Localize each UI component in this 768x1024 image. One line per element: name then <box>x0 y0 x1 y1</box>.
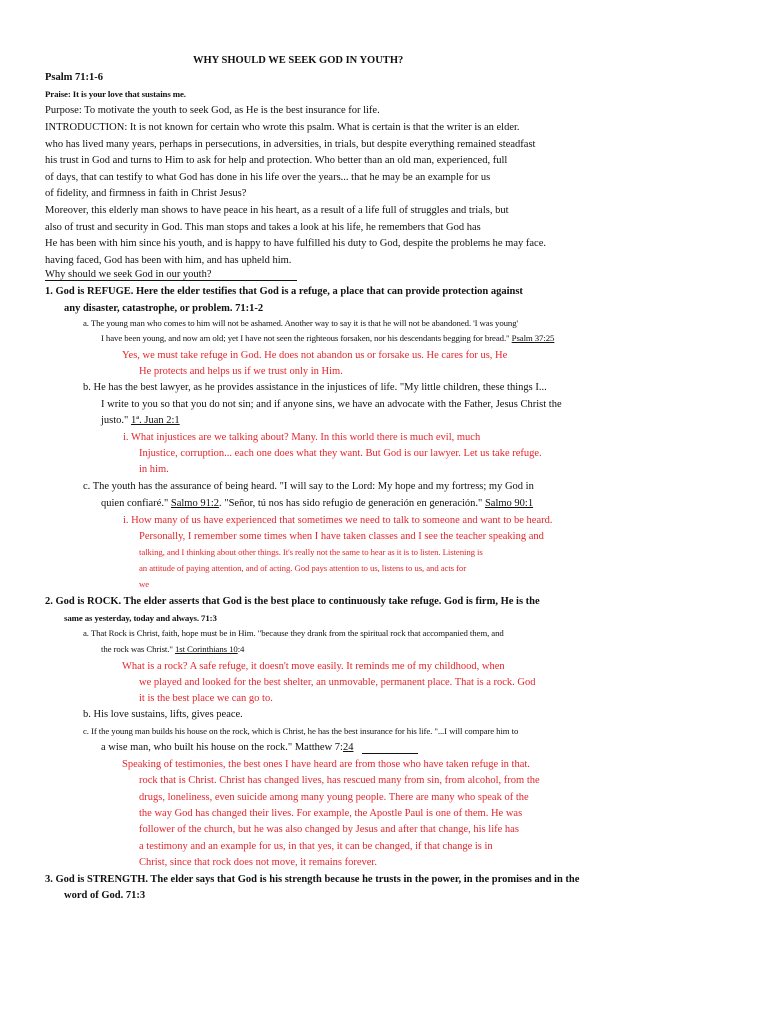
point-3-heading: 3. God is STRENGTH. The elder says that God is his strength because he trusts in the power, in the promises and in the <box>45 874 580 885</box>
point-2-heading: 2. God is ROCK. The elder asserts that God is the best place to continuously take refuge. God is firm, He is the <box>45 596 540 607</box>
point-1a-text: I have been young, and now am old; yet I have not seen the righteous forsaken, nor his descendants begging for bread." <box>101 333 510 343</box>
juan-2-link[interactable]: 1ª. Juan 2:1 <box>130 415 180 426</box>
point-1c-text: quien confiaré." <box>101 498 169 509</box>
point-2c-line: c. If the young man builds his house on the rock, which is Christ, he has the best insurance for his life. "...I will compare him to <box>83 726 519 736</box>
point-1b-line: I write to you so that you do not sin; and if anyone sins, we have an advocate with the Father, Jesus Christ the <box>101 399 562 410</box>
intro-line: Moreover, this elderly man shows to have peace in his heart, as a result of a life full of struggles and trials, but <box>45 205 509 216</box>
point-2c-text: a wise man, who built his house on the rock." Matthew 7: <box>101 742 343 753</box>
corinthians-10-link[interactable]: 1st Corinthians 10 <box>174 644 238 654</box>
point-2a-comment: What is a rock? A safe refuge, it doesn't move easily. It reminds me of my childhood, when <box>122 661 505 672</box>
intro-line: having faced, God has been with him, and has upheld him. <box>45 255 292 266</box>
intro-line: of days, that can testify to what God has done in his life over the years... that he may be an example for us <box>45 172 491 183</box>
point-2b-line: b. His love sustains, lifts, gives peace. <box>83 709 243 720</box>
section-question: Why should we seek God in our youth? <box>45 269 212 280</box>
point-1c-comment: we <box>139 579 150 589</box>
point-2a-text: the rock was Christ." <box>101 644 173 654</box>
page-title: WHY SHOULD WE SEEK GOD IN YOUTH? <box>193 55 404 66</box>
question-underline <box>45 280 297 281</box>
point-1c-comment: talking, and I thinking about other things. It's really not the same to hear as it is to listen. Listening is <box>139 547 483 557</box>
point-2-heading-cont: same as yesterday, today and always. 71:3 <box>64 613 217 623</box>
intro-line: who has lived many years, perhaps in persecutions, in adversities, in trials, but despite everything remained steadfast <box>45 139 536 150</box>
intro-line: He has been with him since his youth, and is happy to have fulfilled his duty to God, despite the problems he may face. <box>45 238 546 249</box>
point-2c-comment: follower of the church, but he was also changed by Jesus and after that change, his life has <box>139 824 519 835</box>
point-1b-line: b. He has the best lawyer, as he provides assistance in the injustices of life. "My little children, these things I... <box>83 382 547 393</box>
point-1b-comment: in him. <box>139 464 169 475</box>
point-2c-comment: a testimony and an example for us, in that yes, it can be changed, if that change is in <box>139 841 493 852</box>
point-1c-comment: i. How many of us have experienced that sometimes we need to talk to someone and want to be heard. <box>123 515 553 526</box>
intro-line: also of trust and security in God. This man stops and takes a look at his life, he remembers that God has <box>45 222 481 233</box>
point-1c-comment: Personally, I remember some times when I have taken classes and I see the teacher speaking and <box>139 531 544 542</box>
point-1c-comment: an attitude of paying attention, and of acting. God pays attention to us, listens to us, and acts for <box>139 563 467 573</box>
point-2c-line <box>101 743 353 754</box>
point-3-heading-cont: word of God. 71:3 <box>64 890 146 901</box>
point-2c-comment: Speaking of testimonies, the best ones I have heard are from those who have taken refuge in that. <box>122 759 530 770</box>
point-1b-comment: Injustice, corruption... each one does what they want. But God is our lawyer. Let us take refuge. <box>139 448 542 459</box>
point-1c-line <box>101 499 533 510</box>
point-2a-tail: :4 <box>237 644 245 654</box>
praise-line: Praise: It is your love that sustains me. <box>45 89 186 99</box>
point-2c-comment: rock that is Christ. Christ has changed lives, has rescued many from sin, from alcohol, from the <box>139 775 540 786</box>
scripture-reference: Psalm 71:1-6 <box>45 72 104 83</box>
point-1-heading <box>45 287 701 298</box>
point-1-heading-cont: any disaster, catastrophe, or problem. 71:1-2 <box>64 303 264 314</box>
point-1a-line: a. The young man who comes to him will not be ashamed. Another way to say it is that he will not be abandoned. 'I was young' <box>83 318 519 328</box>
intro-line: INTRODUCTION: It is not known for certain who wrote this psalm. What is certain is that the writer is an elder. <box>45 122 520 133</box>
salmo-91-link[interactable]: Salmo 91:2 <box>170 498 220 509</box>
point-1c-line: c. The youth has the assurance of being heard. "I will say to the Lord: My hope and my fortress; my God in <box>83 481 534 492</box>
intro-line: his trust in God and turns to Him to ask for help and protection. Who better than an old man, experienced, full <box>45 155 508 166</box>
point-2a-comment: we played and looked for the best shelter, an unmovable, permanent place. That is a rock. God <box>139 677 536 688</box>
intro-line: of fidelity, and firmness in faith in Christ Jesus? <box>45 188 247 199</box>
salmo-90-link[interactable]: Salmo 90:1 <box>484 498 534 509</box>
point-1-heading-text: 1. God is REFUGE. Here the elder testifies that God is a refuge, a place that can provide protection against <box>45 286 523 297</box>
psalm-37-link[interactable]: Psalm 37:25 <box>511 333 555 343</box>
point-1a-comment: Yes, we must take refuge in God. He does not abandon us or forsake us. He cares for us, He <box>122 350 508 361</box>
matthew-7-link[interactable]: 24 <box>342 742 354 753</box>
point-2a-comment: it is the best place we can go to. <box>139 693 273 704</box>
point-2c-comment: Christ, since that rock does not move, it remains forever. <box>139 857 377 868</box>
point-1c-quote: . "Señor, tú nos has sido refugio de generación en generación." <box>219 498 483 509</box>
point-2a-line: a. That Rock is Christ, faith, hope must be in Him. "because they drank from the spiritual rock that accompanied them, and <box>83 628 504 638</box>
point-2c-comment: drugs, loneliness, even suicide among many young people. There are many who speak of the <box>139 792 529 803</box>
point-1b-comment: i. What injustices are we talking about? Many. In this world there is much evil, much <box>123 432 481 443</box>
point-1b-line <box>101 416 180 427</box>
matthew-underline <box>362 753 418 754</box>
point-1a-line <box>101 334 554 343</box>
point-2a-line <box>101 645 244 654</box>
purpose-line: Purpose: To motivate the youth to seek God, as He is the best insurance for life. <box>45 105 380 116</box>
point-2c-comment: the way God has changed their lives. For example, the Apostle Paul is one of them. He was <box>139 808 523 819</box>
point-1b-text: justo." <box>101 415 129 426</box>
point-1a-comment: He protects and helps us if we trust only in Him. <box>139 366 343 377</box>
